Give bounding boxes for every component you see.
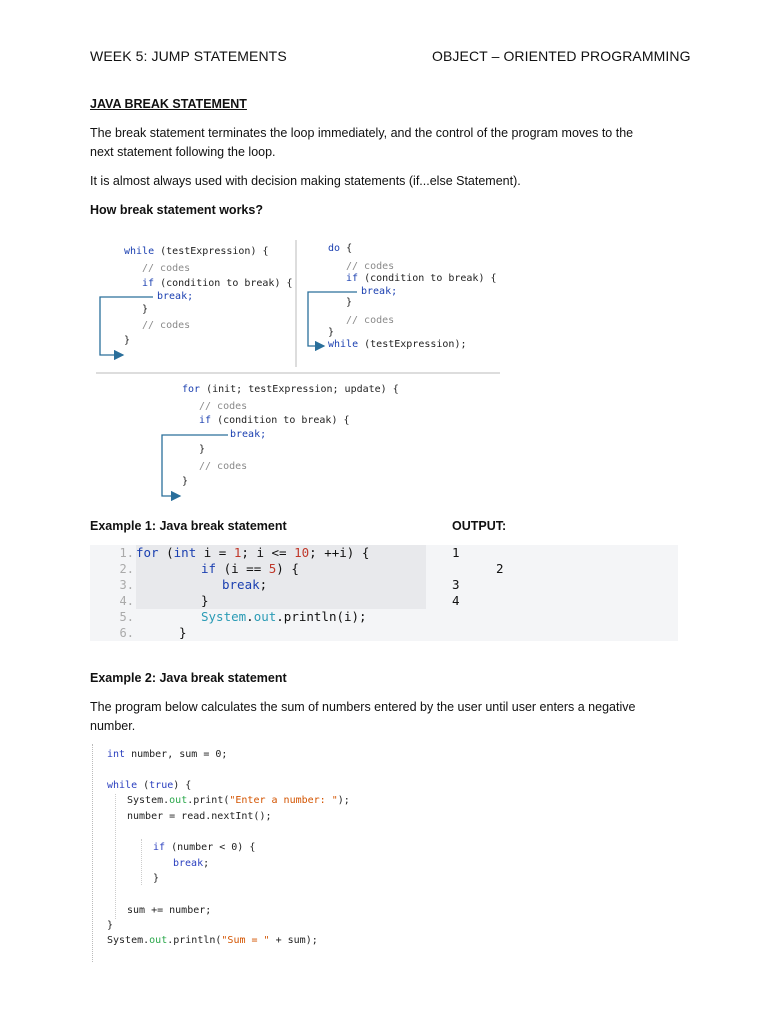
line-number: 2. xyxy=(119,562,134,576)
example-1-code-block xyxy=(90,545,678,641)
code2-line-3: System.out.print("Enter a number: "); xyxy=(127,795,350,806)
while-line-6: // codes xyxy=(142,320,191,331)
example-1-title: Example 1: Java break statement xyxy=(90,519,287,533)
header-week-title: WEEK 5: JUMP STATEMENTS xyxy=(90,48,287,64)
indent-guide xyxy=(115,794,116,919)
do-line-3: if (condition to break) { xyxy=(346,273,497,284)
paragraph-2: It is almost always used with decision making statements (if...else Statement). xyxy=(90,174,521,188)
while-line-4: break; xyxy=(157,291,194,302)
for-line-4: break; xyxy=(230,429,267,440)
do-line-2: // codes xyxy=(346,261,395,272)
section-title: JAVA BREAK STATEMENT xyxy=(90,97,247,111)
do-line-5: } xyxy=(346,297,353,308)
output-value: 1 xyxy=(452,545,460,560)
code2-line-6: break; xyxy=(173,858,210,869)
line-number: 3. xyxy=(119,578,134,592)
for-line-7: } xyxy=(182,476,189,487)
code-line-5: System.out.println(i); xyxy=(201,609,367,624)
code2-line-2: while (true) { xyxy=(107,780,192,791)
paragraph-1-line-1: The break statement terminates the loop immediately, and the control of the program moves to the xyxy=(90,126,634,140)
how-heading: How break statement works? xyxy=(90,203,263,217)
do-line-8: while (testExpression); xyxy=(328,339,467,350)
code2-line-7: } xyxy=(153,873,160,884)
while-line-3: if (condition to break) { xyxy=(142,278,293,289)
for-line-2: // codes xyxy=(199,401,248,412)
code-line-2: if (i == 5) { xyxy=(201,561,299,576)
code2-line-1: int number, sum = 0; xyxy=(107,749,228,760)
while-line-7: } xyxy=(124,335,131,346)
example-2-code-block xyxy=(92,744,393,962)
for-line-5: } xyxy=(199,444,206,455)
for-line-6: // codes xyxy=(199,461,248,472)
example-2-desc-line-2: number. xyxy=(90,719,136,733)
line-number: 4. xyxy=(119,594,134,608)
while-line-2: // codes xyxy=(142,263,191,274)
example-2-desc-line-1: The program below calculates the sum of numbers entered by the user until user enters a negative xyxy=(90,700,636,714)
do-line-6: // codes xyxy=(346,315,395,326)
header-course-title: OBJECT – ORIENTED PROGRAMMING xyxy=(432,48,691,64)
code2-line-5: if (number < 0) { xyxy=(153,842,256,853)
for-line-1: for (init; testExpression; update) { xyxy=(182,384,399,395)
line-number: 5. xyxy=(119,610,134,624)
while-line-1: while (testExpression) { xyxy=(124,246,269,257)
code-line-4: } xyxy=(201,593,209,608)
output-label: OUTPUT: xyxy=(452,519,507,533)
output-value: 3 xyxy=(452,577,460,592)
code2-line-9: } xyxy=(107,920,114,931)
code2-line-8: sum += number; xyxy=(127,905,212,916)
code2-line-4: number = read.nextInt(); xyxy=(127,811,272,822)
line-number: 6. xyxy=(119,626,134,640)
code-line-1: for (int i = 1; i <= 10; ++i) { xyxy=(136,545,370,560)
code-line-3: break; xyxy=(222,577,268,592)
indent-guide xyxy=(141,839,142,885)
output-value: 4 xyxy=(452,593,460,608)
paragraph-1-line-2: next statement following the loop. xyxy=(90,145,276,159)
do-line-4: break; xyxy=(361,286,398,297)
for-line-3: if (condition to break) { xyxy=(199,415,350,426)
do-line-7: } xyxy=(328,327,335,338)
while-line-5: } xyxy=(142,304,149,315)
code-line-6: } xyxy=(179,625,187,640)
code2-line-10: System.out.println("Sum = " + sum); xyxy=(107,935,318,946)
line-number: 1. xyxy=(119,546,134,560)
example-2-title: Example 2: Java break statement xyxy=(90,671,287,685)
do-line-1: do { xyxy=(328,243,353,254)
output-value: 2 xyxy=(496,561,504,576)
